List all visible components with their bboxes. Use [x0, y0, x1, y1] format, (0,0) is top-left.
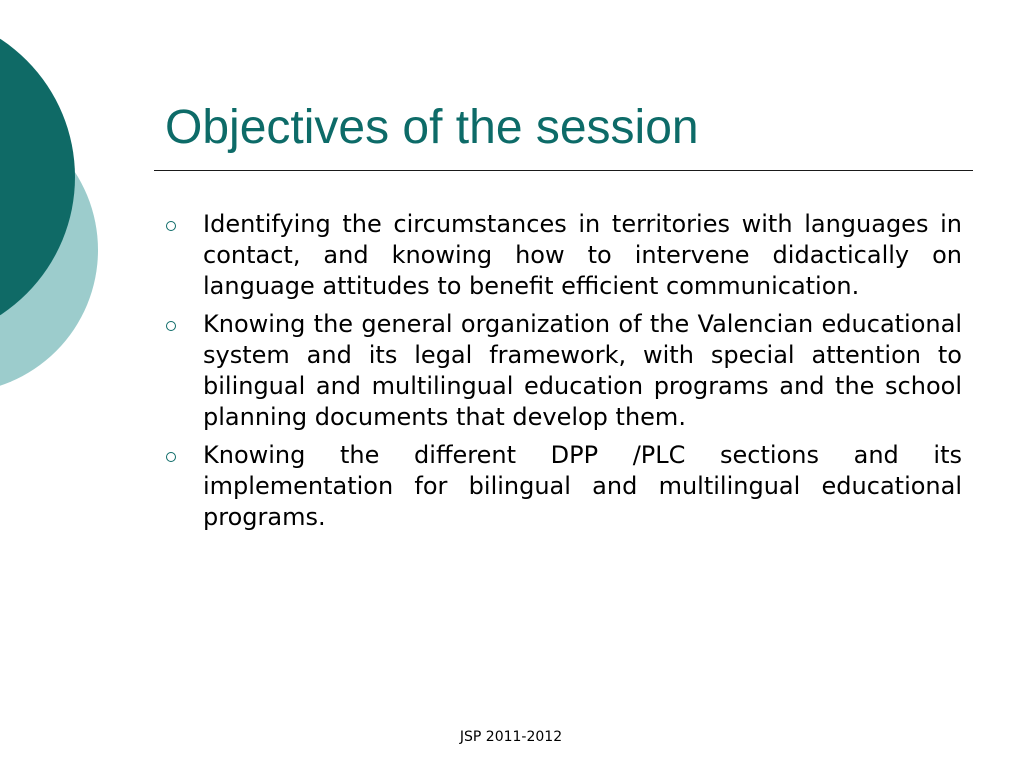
list-item-text: Knowing the different DPP /PLC sections and its implementation for bilingual and multilingual educational programs.	[203, 441, 962, 531]
circle-bullet-icon	[166, 321, 176, 331]
list-item	[160, 309, 962, 433]
footer	[0, 727, 1024, 747]
slide-title: Objectives of the session	[165, 101, 699, 154]
title-divider	[154, 170, 973, 171]
list-item-text: Knowing the general organization of the Valencian educational system and its legal framework, with special attention to bilingual and multilingual education programs and the school planning documents that develop them.	[203, 310, 962, 431]
circle-bullet-icon	[166, 452, 176, 462]
circle-bullet-icon	[166, 221, 176, 231]
objectives-list	[160, 209, 962, 540]
decorative-circles	[0, 0, 110, 420]
list-item	[160, 440, 962, 533]
footer-text: JSP 2011-2012	[459, 729, 563, 745]
list-item	[160, 209, 962, 302]
list-item-text: Identifying the circumstances in territories with languages in contact, and knowing how to intervene didactically on language attitudes to benefit efficient communication.	[203, 210, 962, 300]
